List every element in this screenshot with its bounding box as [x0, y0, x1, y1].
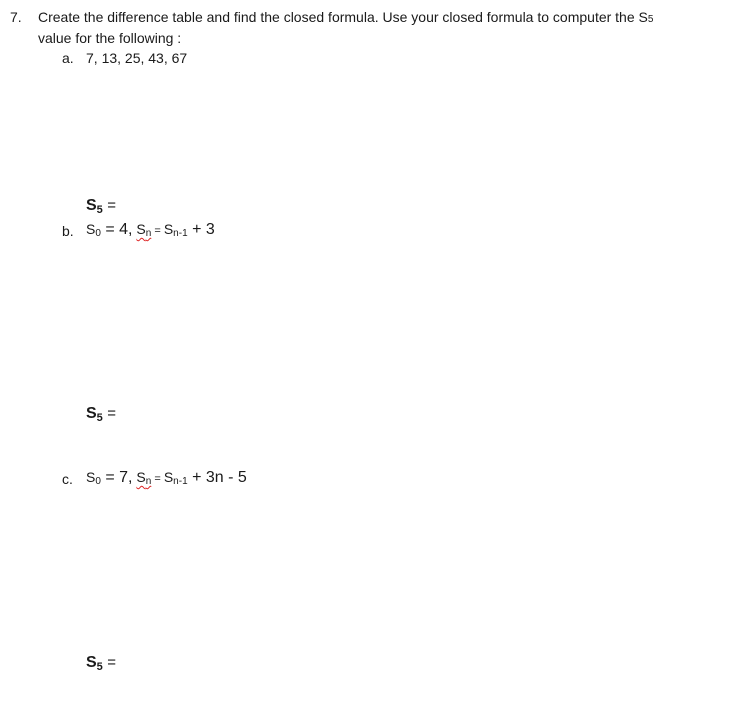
- item-c-s0-subscript: 0: [95, 476, 101, 487]
- item-c-recurrence: [86, 469, 247, 487]
- item-c-answer-subscript: 5: [96, 661, 103, 673]
- item-c-answer-line: [86, 654, 116, 672]
- item-b-sn-subscript: n: [145, 228, 152, 239]
- item-b-sn-symbol: S: [136, 221, 146, 237]
- item-a-marker: a.: [62, 50, 74, 66]
- item-a-sequence: 7, 13, 25, 43, 67: [86, 50, 188, 66]
- item-c-s0-value: = 7,: [100, 469, 133, 486]
- item-c-s0-symbol: S: [86, 469, 96, 485]
- item-a-answer-equals: =: [107, 197, 117, 214]
- question-number: 7.: [10, 9, 22, 25]
- item-c-sn-symbol: S: [136, 469, 146, 485]
- question-prompt-text: Create the difference table and find the closed formula. Use your closed formula to computer the S: [38, 9, 648, 25]
- item-c-prev-subscript: n-1: [173, 476, 188, 487]
- item-b-prev-subscript: n-1: [173, 228, 188, 239]
- item-a-answer-line: [86, 197, 116, 215]
- item-b-marker: b.: [62, 223, 74, 239]
- item-c-prev-symbol: S: [163, 469, 174, 485]
- item-b-answer-equals: =: [107, 405, 117, 422]
- item-c-marker: c.: [62, 471, 73, 487]
- item-b-answer-s: S: [86, 405, 97, 422]
- question-prompt-line1: [38, 9, 653, 25]
- item-b-prev-symbol: S: [163, 221, 174, 237]
- item-b-sn-equals: =: [151, 225, 164, 237]
- item-a-answer-subscript: 5: [96, 204, 103, 216]
- question-prompt-subscript: 5: [647, 14, 654, 25]
- item-b-answer-line: [86, 405, 116, 423]
- item-c-answer-equals: =: [107, 654, 117, 671]
- item-b-s0-symbol: S: [86, 221, 96, 237]
- item-c-sn-subscript: n: [145, 476, 152, 487]
- item-b-recurrence: [86, 221, 215, 239]
- item-b-rest: + 3: [187, 221, 215, 238]
- item-b-sn-term: [136, 221, 151, 237]
- item-c-sn-term: [136, 469, 151, 485]
- item-c-sn-equals: =: [151, 473, 164, 485]
- item-a-answer-s: S: [86, 197, 97, 214]
- item-b-s0-subscript: 0: [95, 228, 101, 239]
- item-c-rest: + 3n - 5: [187, 469, 247, 486]
- item-b-answer-subscript: 5: [96, 412, 103, 424]
- question-prompt-line2: value for the following :: [38, 30, 182, 46]
- item-b-s0-value: = 4,: [100, 221, 133, 238]
- item-c-answer-s: S: [86, 654, 97, 671]
